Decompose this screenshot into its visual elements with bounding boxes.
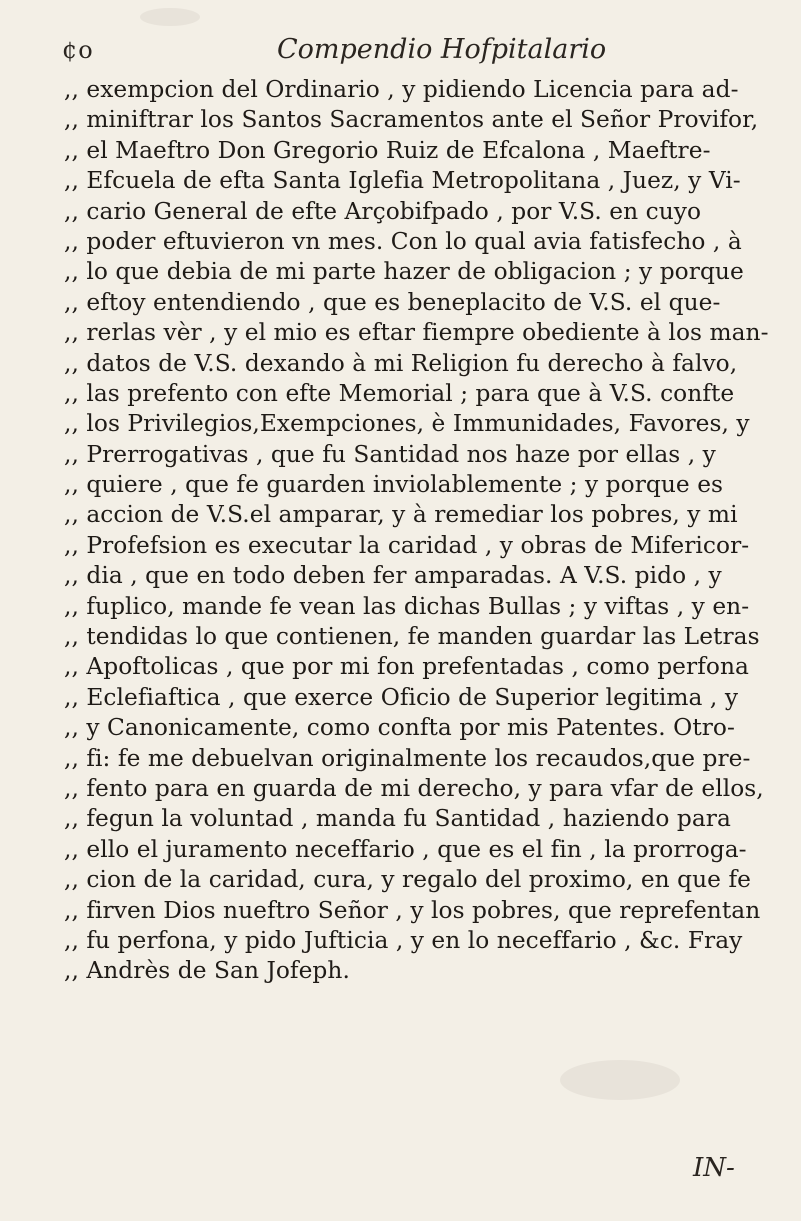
text-line: ,, cario General de efte Arçobifpado , por V.S. en cuyo — [64, 197, 702, 225]
text-line: ,, Andrès de San Jofeph. — [64, 957, 350, 985]
text-line: ,, y Canonicamente, como confta por mis Patentes. Otro- — [64, 714, 735, 742]
text-line: ,, lo que debia de mi parte hazer de obligacion ; y porque — [64, 258, 744, 286]
text-line: ,, exempcion del Ordinario , y pidiendo Licencia para ad- — [64, 76, 739, 103]
text-line: ,, cion de la caridad, cura, y regalo del proximo, en que fe — [64, 866, 751, 894]
page-number: ¢o — [62, 36, 94, 64]
text-line: ,, Eclefiaftica , que exerce Oficio de Superior legitima , y — [64, 683, 739, 711]
paper-stain — [560, 1060, 680, 1100]
text-line: ,, fu perfona, y pido Jufticia , y en lo neceffario , &c. Fray — [64, 926, 743, 954]
text-line: ,, las prefento con efte Memorial ; para que à V.S. confte — [64, 379, 735, 407]
text-line: ,, el Maeftro Don Gregorio Ruiz de Efcalona , Maeftre- — [64, 136, 711, 164]
text-line: ,, fuplico, mande fe vean las dichas Bullas ; y viftas , y en- — [64, 592, 750, 620]
text-line: ,, ello el juramento neceffario , que es el fin , la prorroga- — [64, 835, 747, 863]
text-line: ,, miniftrar los Santos Sacramentos ante el Señor Provifor, — [64, 106, 759, 134]
text-line: ,, datos de V.S. dexando à mi Religion fu derecho à falvo, — [64, 349, 738, 377]
text-line: ,, Profefsion es executar la caridad , y obras de Mifericor- — [64, 531, 750, 559]
text-line: ,, Apoftolicas , que por mi fon prefentadas , como perfona — [64, 653, 749, 681]
text-line: ,, poder eftuvieron vn mes. Con lo qual avia fatisfecho , à — [64, 227, 742, 255]
text-line: ,, eftoy entendiendo , que es beneplacito de V.S. el que- — [64, 288, 721, 316]
text-line: ,, fi: fe me debuelvan originalmente los recaudos,que pre- — [64, 744, 751, 772]
page-header — [62, 22, 762, 65]
text-line: ,, quiere , que fe guarden inviolablemente ; y porque es — [64, 471, 724, 499]
text-line: ,, dia , que en todo deben fer amparadas. A V.S. pido , y — [64, 562, 722, 590]
text-line: ,, fento para en guarda de mi derecho, y para vfar de ellos, — [64, 774, 764, 802]
text-line: ,, tendidas lo que contienen, fe manden guardar las Letras — [64, 623, 760, 651]
text-line: ,, Prerrogativas , que fu Santidad nos haze por ellas , y — [64, 440, 716, 468]
text-block — [64, 75, 784, 987]
text-line: ,, Efcuela de efta Santa Iglefia Metropolitana , Juez, y Vi- — [64, 167, 741, 195]
text-line: ,, rerlas vèr , y el mio es eftar fiempre obediente à los man- — [64, 319, 769, 347]
text-line: ,, accion de V.S.el amparar, y à remediar los pobres, y mi — [64, 501, 738, 529]
catchword: IN- — [693, 1153, 735, 1183]
text-line: ,, firven Dios nueftro Señor , y los pobres, que reprefentan — [64, 896, 761, 924]
text-line: ,, los Privilegios,Exempciones, è Immunidades, Favores, y — [64, 410, 750, 438]
running-title: Compendio Hofpitalario — [277, 34, 607, 65]
text-line: ,, fegun la voluntad , manda fu Santidad , haziendo para — [64, 805, 731, 833]
